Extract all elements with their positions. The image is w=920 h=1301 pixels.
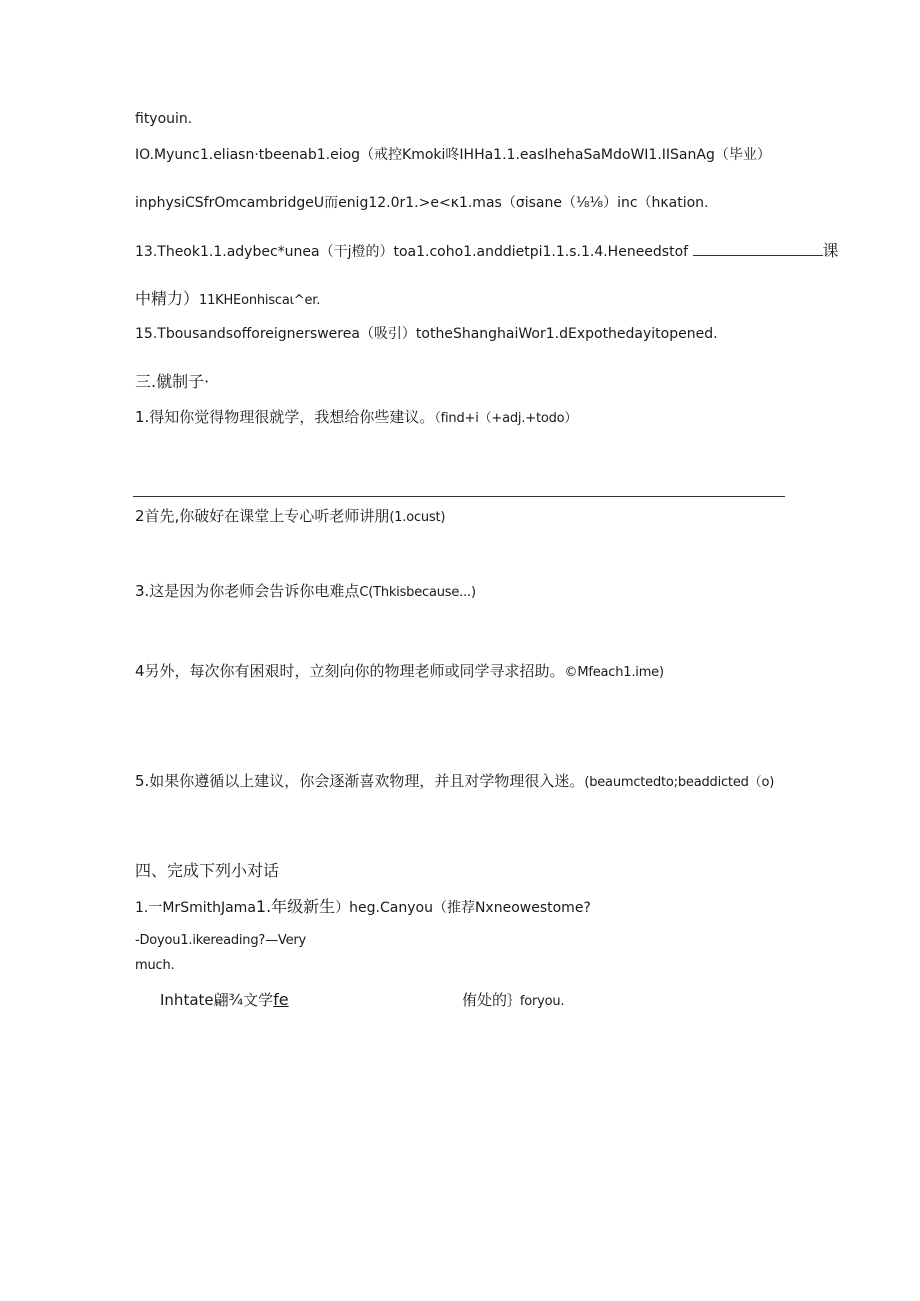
question-3-3-text: 3.这是因为你老师会告诉你电难点 [135, 582, 360, 600]
question-3-4-text: 4另外，每次你有困艰时，立刻向你的物理老师或同学寻求招助。 [135, 662, 565, 680]
dialogue-4-right [462, 989, 564, 1010]
answer-blank[interactable] [693, 243, 823, 256]
question-3-2-hint: (1.ocust) [389, 510, 446, 525]
text-line-1: fityouin. [135, 111, 193, 127]
dialogue-1-part-a: 1.一MrSmithJama [135, 900, 256, 916]
text-line-5-cn: 中精力） [135, 289, 200, 308]
text-line-3: inphysiCSfrOmcambridgeU而enig12.0r1.>e<κ1.mas（σisane（⅛⅛）inc（hκation. [135, 195, 709, 211]
text-line-4 [135, 238, 839, 261]
question-3-4 [135, 660, 664, 681]
section-3-title: 三.僦制子· [135, 372, 210, 391]
text-line-5 [135, 286, 320, 309]
question-3-4-hint: ©Mfeach1.ime) [564, 665, 664, 680]
dialogue-4-underlined: fe [273, 990, 289, 1009]
question-3-2-text: 2首先,你破好在课堂上专心听老师讲朋 [135, 507, 390, 525]
question-3-2 [135, 505, 445, 526]
dialogue-2: -Doyou1.ikereading?—Very [135, 933, 307, 948]
text-line-2: IO.Myunc1.eliasn·tbeenab1.eiog（戒控Kmoki咚IHHa1.1.easIhehaSaMdoWI1.IISanAg（毕业） [135, 147, 771, 163]
dialogue-4-right-en: ｝foryou. [507, 994, 565, 1009]
section-4-title: 四、完成下列小对话 [135, 861, 280, 880]
dialogue-3: much. [135, 958, 175, 973]
dialogue-1-part-b: 1.年级新生 [255, 897, 336, 916]
question-3-5-text: 5.如果你遵循以上建议，你会逐渐喜欢物理，并且对学物理很入迷。 [135, 772, 585, 790]
question-3-3-hint: C(Thkisbecause...) [359, 585, 476, 600]
question-3-3 [135, 580, 476, 601]
question-3-1-hint: （find+i（+adj.+todo） [434, 411, 578, 426]
question-3-5-hint: (beaumctedto;beaddicted（o) [584, 775, 775, 790]
question-3-1-text: 1.得知你觉得物理很就学，我想给你些建议。 [135, 408, 435, 426]
dialogue-4-right-cn: 侑处的 [462, 991, 508, 1009]
text-line-6: 15.Tbousandsofforeignerswerea（吸引）totheShanghaiWor1.dExpothedayitopened. [135, 326, 718, 342]
question-3-5 [135, 770, 774, 791]
dialogue-1 [135, 894, 591, 917]
dialogue-4-text: Inhtate翩¾文学 [160, 991, 274, 1009]
answer-line[interactable] [133, 496, 785, 497]
dialogue-4-left [160, 989, 289, 1010]
question-3-1 [135, 406, 577, 427]
text-line-4-end: 课 [822, 241, 839, 260]
text-line-4-main: 13.Theok1.1.adybec*unea（干j橙的）toa1.coho1.anddietpi1.1.s.1.4.Heneedstof [135, 244, 689, 260]
dialogue-1-part-c: ）heg.Canyou（推荐Nxneowestome? [335, 900, 591, 916]
text-line-5-en: 11KHEonhiscaι^er. [199, 293, 321, 308]
